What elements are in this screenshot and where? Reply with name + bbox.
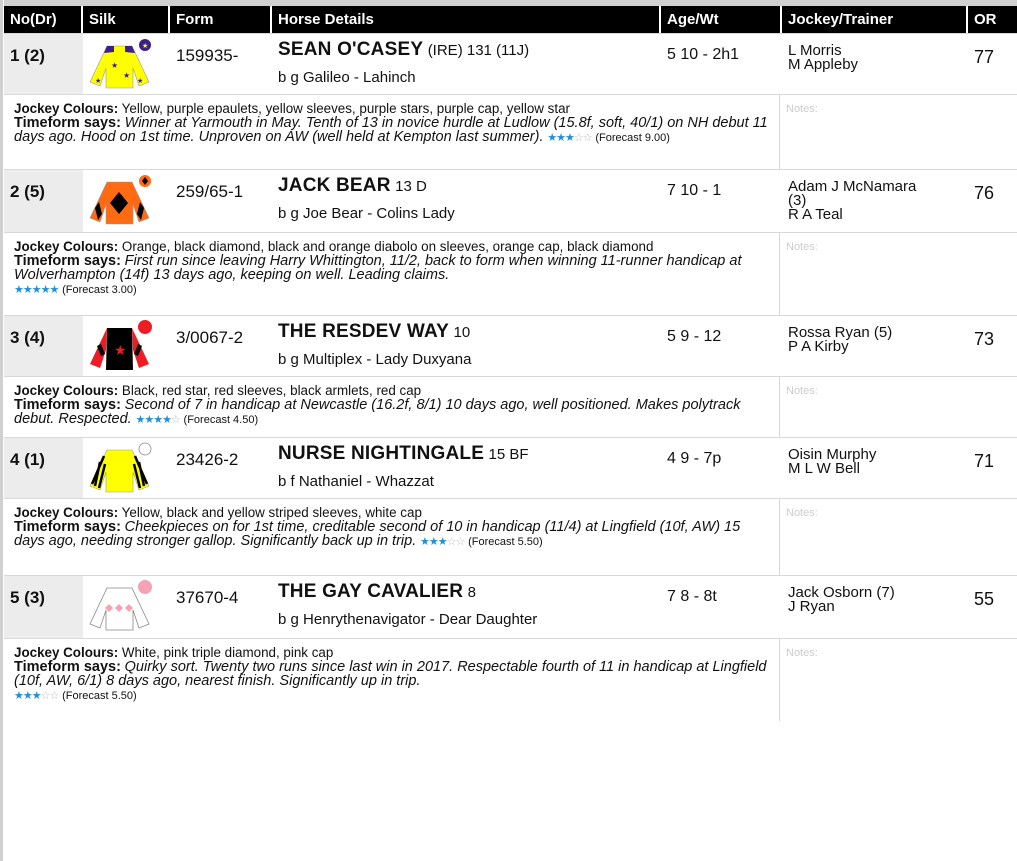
jockey-trainer — [782, 576, 968, 638]
breeding: b g Galileo - Lahinch — [278, 69, 416, 86]
header-jockey-trainer[interactable]: Jockey/Trainer — [782, 6, 968, 33]
runner-comment-row — [4, 94, 1017, 169]
timeform-comment: First run since leaving Harry Whittington, 11/2, back to form when winning 11-runner handicap at Wolverhampton (14f) 13 days ago, keeping on well. Leading claims. — [14, 253, 742, 283]
star-filled-icon: ★ — [135, 414, 145, 426]
notes-field[interactable]: Notes: — [786, 507, 818, 519]
black-red-star-silk-icon — [87, 320, 157, 372]
yellow-purple-epaulets-silk-icon — [87, 38, 157, 90]
star-filled-icon: ★ — [49, 284, 59, 296]
horse-details — [272, 34, 661, 94]
star-empty-icon: ☆ — [49, 690, 59, 702]
star-empty-icon: ☆ — [170, 414, 180, 426]
star-rating — [14, 690, 58, 702]
jockey-trainer — [782, 34, 968, 94]
silk-cell — [83, 438, 170, 498]
header-silk[interactable]: Silk — [83, 6, 170, 33]
timeform-comment: Second of 7 in handicap at Newcastle (16.2f, 8/1) 10 days ago, well positioned. Makes polytrack debut. Respected. — [14, 397, 741, 427]
star-filled-icon: ★ — [547, 132, 557, 144]
age-weight: 7 10 - 1 — [667, 182, 722, 199]
svg-text:★: ★ — [111, 61, 119, 70]
jockey-trainer — [782, 316, 968, 376]
breeding: b f Nathaniel - Whazzat — [278, 473, 434, 490]
form-figures: 37670-4 — [176, 588, 239, 607]
trainer-name[interactable]: R A Teal — [788, 206, 843, 223]
trainer-name[interactable]: M Appleby — [788, 56, 859, 73]
jockey-colours-text: Orange, black diamond, black and orange diabolo on sleeves, orange cap, black diamond — [121, 239, 654, 254]
number-draw: 4 (1) — [4, 438, 83, 498]
timeform-label: Timeform says: — [14, 115, 121, 131]
form-figures: 3/0067-2 — [176, 328, 244, 347]
jockey-colours-text: Yellow, black and yellow striped sleeves, white cap — [121, 505, 422, 520]
jockey-name[interactable]: Adam J McNamara (3) — [788, 178, 917, 209]
notes-field[interactable]: Notes: — [786, 241, 818, 253]
jockey-colours-text: Black, red star, red sleeves, black armlets, red cap — [121, 383, 422, 398]
silk-cell — [83, 576, 170, 638]
star-filled-icon: ★ — [556, 132, 565, 144]
jockey-colours-text: White, pink triple diamond, pink cap — [121, 645, 334, 660]
number-draw: 1 (2) — [4, 34, 83, 94]
star-filled-icon: ★ — [22, 284, 32, 296]
jockey-colours-text: Yellow, purple epaulets, yellow sleeves, purple stars, purple cap, yellow star — [121, 101, 571, 116]
number-draw: 2 (5) — [4, 170, 83, 232]
star-filled-icon: ★ — [162, 414, 171, 426]
star-filled-icon: ★ — [14, 690, 23, 702]
runner-row — [4, 575, 1017, 638]
horse-name[interactable]: NURSE NIGHTINGALE — [278, 443, 485, 464]
timeform-comment: Winner at Yarmouth in May. Tenth of 13 in novice hurdle at Ludlow (15.8f, soft, 40/1) on NH debut 11 days ago. Hood on 1st time. Unproven on AW (well held at Kempton last summer). — [14, 115, 768, 145]
comment-block — [4, 377, 780, 437]
runner-comment-row — [4, 376, 1017, 437]
jockey-colours-label: Jockey Colours: — [14, 101, 119, 116]
jockey-colours-label: Jockey Colours: — [14, 505, 119, 520]
jockey-name[interactable]: Rossa Ryan (5) — [788, 324, 893, 341]
header-horse-details[interactable]: Horse Details — [272, 6, 661, 33]
horse-name[interactable]: JACK BEAR — [278, 175, 391, 196]
timeform-label: Timeform says: — [14, 397, 121, 413]
horse-rating-info: (IRE) 131 (11J) — [427, 42, 530, 59]
star-filled-icon: ★ — [564, 132, 574, 144]
age-weight: 7 8 - 8t — [667, 588, 717, 605]
star-rating — [420, 536, 464, 548]
horse-details — [272, 170, 661, 232]
white-pink-triple-diamond-silk-icon — [87, 580, 157, 632]
comment-block — [4, 233, 780, 315]
svg-text:★: ★ — [137, 78, 144, 85]
star-filled-icon: ★ — [22, 690, 32, 702]
star-filled-icon: ★ — [437, 536, 447, 548]
svg-text:★: ★ — [142, 43, 149, 50]
runner-row — [4, 315, 1017, 376]
horse-name[interactable]: THE RESDEV WAY — [278, 321, 450, 342]
silk-cell — [83, 34, 170, 94]
number-draw: 3 (4) — [4, 316, 83, 376]
star-empty-icon: ☆ — [455, 536, 465, 548]
runner-comment-row — [4, 498, 1017, 575]
horse-rating-info: 10 — [453, 324, 471, 341]
number-draw: 5 (3) — [4, 576, 83, 638]
forecast-odds: (Forecast 4.50) — [183, 414, 259, 426]
horse-details — [272, 316, 661, 376]
yellow-black-striped-sleeves-silk-icon — [87, 442, 157, 494]
star-filled-icon: ★ — [153, 414, 163, 426]
official-rating: 77 — [974, 47, 995, 67]
jockey-trainer — [782, 170, 968, 232]
forecast-odds: (Forecast 5.50) — [62, 690, 137, 702]
forecast-odds: (Forecast 9.00) — [595, 132, 670, 144]
header-or[interactable]: OR — [974, 11, 997, 28]
racecard-table — [4, 6, 1017, 721]
runner-row — [4, 169, 1017, 232]
silk-cell — [83, 316, 170, 376]
timeform-label: Timeform says: — [14, 519, 121, 535]
horse-details — [272, 576, 661, 638]
comment-block — [4, 95, 780, 169]
age-weight: 5 9 - 12 — [667, 328, 722, 345]
trainer-name[interactable]: M L W Bell — [788, 460, 860, 477]
star-rating — [14, 284, 58, 296]
jockey-colours-label: Jockey Colours: — [14, 645, 119, 660]
breeding: b g Joe Bear - Colins Lady — [278, 205, 455, 222]
star-empty-icon: ☆ — [40, 690, 50, 702]
horse-name[interactable]: SEAN O'CASEY — [278, 39, 424, 60]
notes-field[interactable]: Notes: — [786, 647, 818, 659]
comment-block — [4, 499, 780, 575]
svg-text:★: ★ — [114, 342, 127, 358]
official-rating: 71 — [974, 451, 995, 471]
forecast-odds: (Forecast 5.50) — [468, 536, 543, 548]
timeform-comment: Cheekpieces on for 1st time, creditable second of 10 in handicap (11/4) at Lingfield (10f, AW) 15 days ago, needing stronger gallop. Significantly back up in trip. — [14, 519, 741, 549]
horse-details — [272, 438, 661, 498]
timeform-label: Timeform says: — [14, 659, 121, 675]
orange-black-diamond-silk-icon — [87, 174, 157, 226]
official-rating: 73 — [974, 329, 995, 349]
header-age-wt[interactable]: Age/Wt — [661, 6, 782, 33]
horse-rating-info: 13 D — [395, 178, 427, 195]
star-rating — [135, 414, 179, 426]
runner-row — [4, 33, 1017, 94]
star-empty-icon: ☆ — [446, 536, 456, 548]
jockey-name[interactable]: Oisin Murphy — [788, 446, 877, 463]
star-rating — [547, 132, 591, 144]
age-weight: 4 9 - 7p — [667, 450, 722, 467]
trainer-name[interactable]: J Ryan — [788, 598, 835, 615]
star-empty-icon: ☆ — [582, 132, 592, 144]
official-rating: 76 — [974, 183, 995, 203]
form-figures: 259/65-1 — [176, 182, 244, 201]
star-filled-icon: ★ — [144, 414, 154, 426]
star-filled-icon: ★ — [419, 536, 429, 548]
star-filled-icon: ★ — [31, 690, 41, 702]
horse-rating-info: 15 BF — [488, 446, 529, 463]
star-filled-icon: ★ — [14, 284, 23, 296]
horse-name[interactable]: THE GAY CAVALIER — [278, 581, 464, 602]
runner-comment-row — [4, 232, 1017, 315]
header-form[interactable]: Form — [170, 6, 272, 33]
timeform-label: Timeform says: — [14, 253, 121, 269]
jockey-trainer — [782, 438, 968, 498]
comment-block — [4, 639, 780, 721]
breeding: b g Multiplex - Lady Duxyana — [278, 351, 472, 368]
svg-text:★: ★ — [95, 78, 102, 85]
jockey-colours-label: Jockey Colours: — [14, 383, 119, 398]
star-empty-icon: ☆ — [573, 132, 583, 144]
form-figures: 159935- — [176, 46, 239, 65]
form-figures: 23426-2 — [176, 450, 239, 469]
notes-field[interactable]: Notes: — [786, 385, 818, 397]
star-filled-icon: ★ — [428, 536, 438, 548]
age-weight: 5 10 - 2h1 — [667, 46, 740, 63]
runner-comment-row — [4, 638, 1017, 721]
jockey-name[interactable]: L Morris — [788, 42, 842, 59]
header-no-dr[interactable]: No(Dr) — [4, 6, 83, 33]
notes-field[interactable]: Notes: — [786, 103, 818, 115]
jockey-name[interactable]: Jack Osborn (7) — [788, 584, 895, 601]
official-rating: 55 — [974, 589, 995, 609]
timeform-comment: Quirky sort. Twenty two runs since last win in 2017. Respectable fourth of 11 in handicap at Lingfield (10f, AW, 6/1) 8 days ago, nearest finish. Significantly up in trip. — [14, 659, 767, 689]
table-header — [4, 6, 1017, 33]
star-filled-icon: ★ — [31, 284, 41, 296]
jockey-colours-label: Jockey Colours: — [14, 239, 119, 254]
horse-rating-info: 8 — [467, 584, 476, 601]
star-filled-icon: ★ — [40, 284, 50, 296]
runner-row — [4, 437, 1017, 498]
svg-text:★: ★ — [123, 71, 131, 80]
forecast-odds: (Forecast 3.00) — [62, 284, 137, 296]
breeding: b g Henrythenavigator - Dear Daughter — [278, 611, 538, 628]
silk-cell — [83, 170, 170, 232]
trainer-name[interactable]: P A Kirby — [788, 338, 849, 355]
